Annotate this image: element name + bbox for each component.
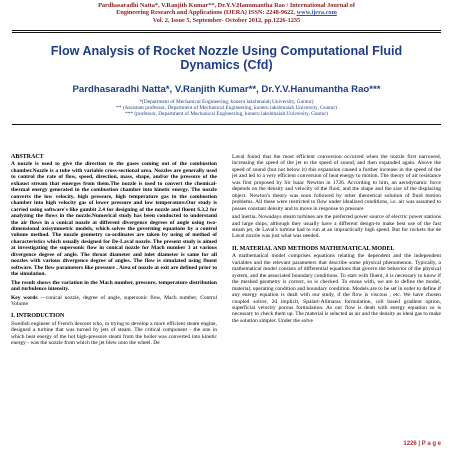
affiliation-3: *** (professor, Department of Mechanical Engineering, koneru lakshmaiah University, Guntur) (125, 111, 328, 118)
header-line-2: Engineering Research and Applications (IJERA) ISSN: 2248-9622, www.ijera.com (116, 9, 337, 17)
affiliation-divider (12, 124, 441, 125)
paper-authors: Pardhasaradhi Natta*, V.Ranjith Kumar**, Dr.Y.V.Hanumantha Rao*** (72, 84, 381, 95)
keywords-text: —conical nozzle, degree of angle, supersonic flow, Mach number, Control Volume (11, 294, 218, 307)
journal-header (12, 2, 441, 24)
header-line-1: Pardhasaradhi Natta*, V.Ranjith Kumar**, Dr.Y.V.Hanumantha Rao / International Journal of (98, 2, 355, 9)
abstract-text-2: The result shows the variation in the Mach number, pressure, temperature distribution and turbulence intensity. (11, 279, 217, 293)
abstract-text: A nozzle is used to give the direction to the gases coming out of the combustion chamber.Nozzle is a tube with variable cross-sectional area. Nozzles are generally used to control the rate of flow, speed, direction, mass, shape, and/or the pressure of the exhaust stream that emerges from them.The nozzle is used to convert the chemical-thermal energy generated in the combustion chamber into kinetic energy. The nozzle converts the low velocity, high pressure, high temperature gas in the combustion chamber into high velocity gas of lower pressure and low temperature.Our study is carried using software's like gambit 2.4 for designing of the nozzle and fluent 6.3.2 for analyzing the flows in the nozzle.Numerical study has been conducted to understand the air flows in a conical nozzle at different divergence degrees of angle using two-dimensional axisymmetric models, which solves the governing equations by a control volume method. The nozzle geometry co-ordinates are taken by using of method of characteristics which usually designed for De-Laval nozzle. The present study is aimed at investigating the supersonic flow in conical nozzle for Mach number 3 at various divergence degree of angle. The throat diameter and inlet diameter is same for all nozzles with various divergence degree of angles. The flow is simulated using fluent software. The flow parameters like pressure , Area of nozzle at exit are defined prior to the simulation. (11, 161, 217, 278)
affiliation-2: ** (Assistant professor, Department of Mechanical Engineering, koneru lakshmaiah University, Guntur) (116, 105, 337, 112)
keywords (11, 295, 217, 308)
section-2-heading: II. MATERIAL AND METHODS MATHEMATICAL MODEL (232, 245, 395, 252)
introduction-text: Swedish engineer of French descent who, in trying to develop a more efficient steam engine, designed a turbine that was turned by jets of steam. The critical component - the one in which heat energy of the hot high-pressure steam from the boiler was converted into kinetic energy - was the nozzle from which the jet blew onto the wheel. De (11, 320, 217, 347)
introduction-heading: I. INTRODUCTION (11, 313, 65, 320)
header-divider-2 (12, 32, 441, 33)
intro-continued-paragraph: Laval found that the most efficient conversion occurred when the nozzle first narrowed, increasing the speed of the jet to the speed of sound, and then expanded again. Above the speed of sound (but not below it) this expansion caused a further increase in the speed of the jet and led to a very efficient conversion of heat energy to motion. The theory of air resistance was first proposed by Sir Isaac Newton in 1726. According to him, an aerodynamic force depends on the density and velocity of the fluid, and the shape and the size of the displacing object. Newton's theory was soon followed by other theoretical solution of fluid motion problems. All these were restricted to flow under idealized conditions, i.e. air was assumed to posses constant density and to move in response to pressure (232, 154, 441, 212)
affiliation-1: *(Department of Mechanical Engineering, koneru lakshmaiah University, Guntur) (139, 99, 314, 105)
section-2-text: A mathematical model comprises equations relating the dependent and the independent variables and the relevant parameters that describe some physical phenomenon. Typically, a mathematical model consists of differential equations that govern the behavior of the physical system, and the associated boundary conditions. To start with fluent, it is necessary to know if the meshed geometry is correct, so is checked. To ensue with, we are to define the model, material, operating condition and boundary condition. Models are to be set in order to define if any energy equation is dealt with our study, if the flow is viscous , etc. We have chosen coupled solver, 2d implicit, Spalart-Allmaras formulation, cell based gradient option, superficial velocity porous formulation. As our flow is dealt with energy equation so is necessary to check them up. The material is selected as air and the density as ideal gas to make the solution simpler. Under the solve (232, 253, 441, 324)
abstract-heading: ABSTRACT (11, 154, 44, 160)
keywords-label: Key words (11, 294, 38, 301)
header-journal-name: Engineering Research and Applications (IJERA) ISSN: 2248-9622 (116, 9, 294, 17)
page-number-footer: 1226 | P a g e (403, 441, 441, 447)
paper-title: Flow Analysis of Rocket Nozzle Using Computational Fluid Dynamics (Cfd) (50, 44, 403, 72)
header-line-3: Vol. 2, Issue 5, September- October 2012, pp.1226-1235 (152, 16, 301, 24)
intro-second-paragraph: and inertia. Nowadays steam turbines are the preferred power source of electric power stations and large ships, although they usually have a different design-to make best use of the fast steam jet, de Laval's turbine had to run at an impractically high speed. But for rockets the de Laval nozzle was just what was needed. (232, 214, 441, 240)
right-column (232, 154, 441, 326)
journal-url-link[interactable]: www.ijera.com (296, 9, 337, 17)
header-divider (12, 30, 441, 31)
left-column (11, 154, 217, 349)
affiliations (20, 99, 433, 118)
